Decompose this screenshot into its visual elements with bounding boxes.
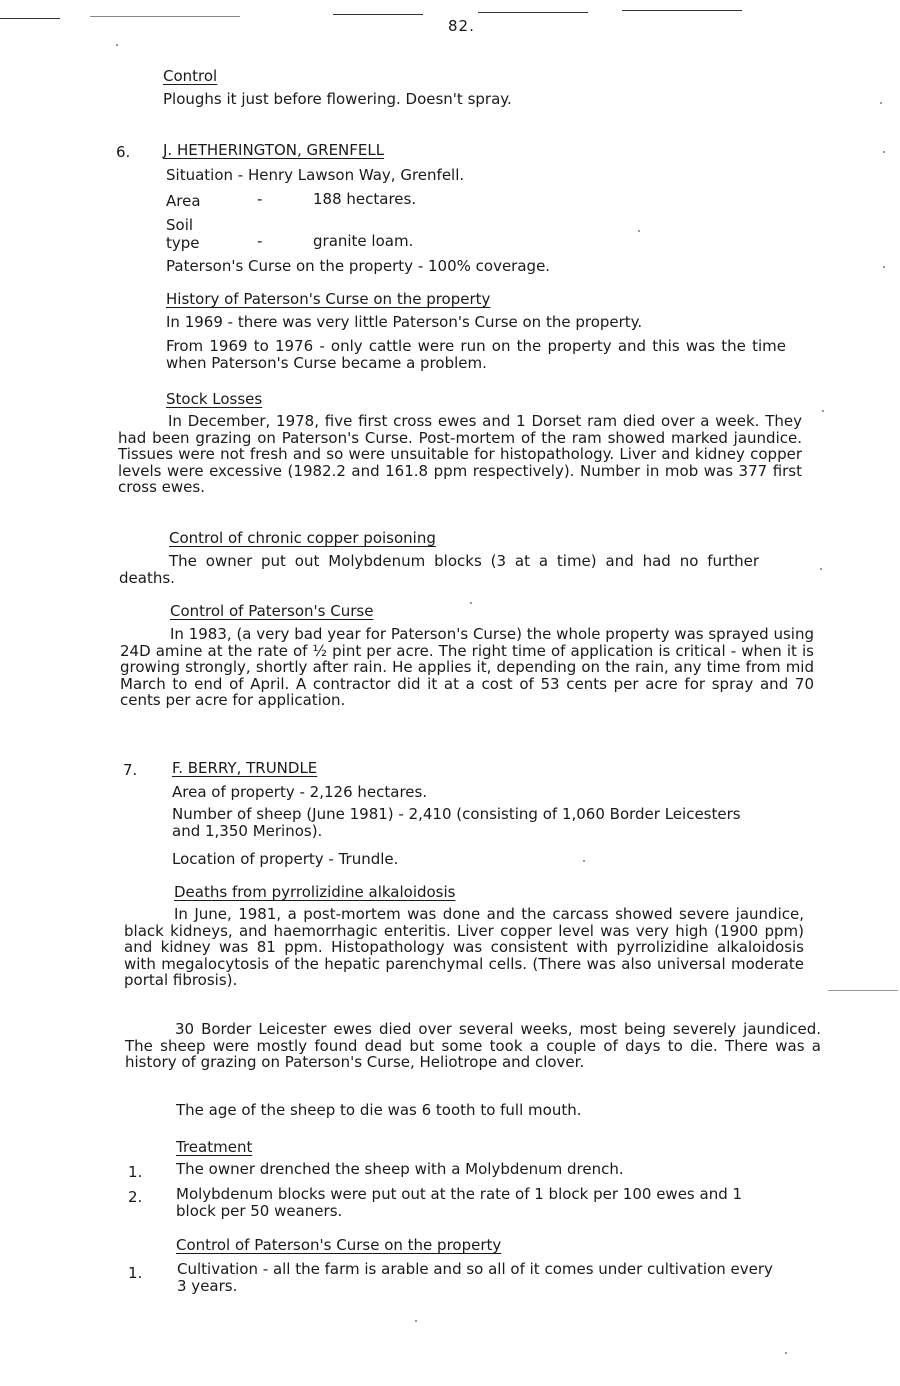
scan-speck [880,102,882,104]
location-line: Location of property - Trundle. [172,850,399,868]
soil-label: Soil [166,216,194,234]
section-heading-stock-losses: Stock Losses [166,390,263,408]
scan-rule [622,10,742,11]
scan-rule [333,14,423,15]
list-item: Cultivation - all the farm is arable and so all of it comes under cultivation every 3 years. [177,1260,773,1295]
scan-rule [478,12,588,13]
scan-rule [0,18,60,19]
coverage-line: Paterson's Curse on the property - 100% coverage. [166,257,551,275]
area-dash: - [257,190,263,208]
deaths-paragraph: In June, 1981, a post-mortem was done and the carcass showed severe jaundice, black kidneys, and haemorrhagic enteritis. Liver copper level was very high (1900 ppm) and kidney was 81 ppm. Histopathology was consistent with pyrrolizidine alkaloidosis with megalocytosis of the hepatic parenchymal cells. (There was also universal moderate portal fibrosis). [124,905,804,989]
item-title: J. HETHERINGTON, GRENFELL [163,141,385,159]
item-number: 6. [116,143,131,161]
soil-label: type [166,234,200,252]
history-paragraph: From 1969 to 1976 - only cattle were run on the property and this was the time when Paterson's Curse became a problem. [166,337,786,372]
list-item: Molybdenum blocks were put out at the rate of 1 block per 100 ewes and 1 block per 50 weaners. [176,1185,743,1220]
situation-line: Situation - Henry Lawson Way, Grenfell. [166,166,465,184]
age-line: The age of the sheep to die was 6 tooth to full mouth. [176,1101,582,1119]
page-number: 82. [448,17,475,35]
deaths-paragraph: 30 Border Leicester ewes died over several weeks, most being severely jaundiced. The sheep were mostly found dead but some took a couple of days to die. There was a history of grazing on Paterson's Curse, Heliotrope and clover. [125,1020,821,1071]
scan-speck [883,151,885,153]
area-value: 188 hectares. [313,190,417,208]
section-heading-treatment: Treatment [176,1138,253,1156]
section-heading-copper: Control of chronic copper poisoning [169,529,436,547]
scan-speck [883,266,885,268]
scan-speck [116,44,118,46]
scan-speck [820,568,822,570]
list-number: 1. [128,1163,143,1181]
soil-dash: - [257,232,263,250]
list-number: 2. [128,1188,143,1206]
scan-speck [638,230,640,232]
scan-speck [415,1320,417,1322]
scan-speck [785,1352,787,1354]
list-item: The owner drenched the sheep with a Molybdenum drench. [176,1160,624,1178]
scan-rule [90,16,240,17]
list-number: 1. [128,1264,143,1282]
area-label: Area [166,192,201,210]
section-heading-history: History of Paterson's Curse on the property [166,290,491,308]
stock-losses-paragraph: In December, 1978, five first cross ewes and 1 Dorset ram died over a week. They had been grazing on Paterson's Curse. Post-mortem of the ram showed marked jaundice. Tissues were not fresh and so were unsuitable for histopathology. Liver and kidney copper levels were excessive (1982.2 and 161.8 ppm respectively). Number in mob was 377 first cross ewes. [118,412,802,496]
scan-speck [822,410,824,412]
section-heading-paterson-control: Control of Paterson's Curse [170,602,374,620]
history-line: In 1969 - there was very little Paterson's Curse on the property. [166,313,643,331]
copper-paragraph: The owner put out Molybdenum blocks (3 at a time) and had no further deaths. [119,552,759,587]
section-heading-deaths: Deaths from pyrrolizidine alkaloidosis [174,883,456,901]
item-title: F. BERRY, TRUNDLE [172,759,318,777]
paterson-control-paragraph: In 1983, (a very bad year for Paterson's Curse) the whole property was sprayed using 24D amine at the rate of ½ pint per acre. The right time of application is critical - when it is growing strongly, shortly after rain. He applies it, depending on the rain, any time from mid March to end of April. A contractor did it at a cost of 53 cents per acre for spray and 70 cents per acre for application. [120,625,814,709]
sheep-count: Number of sheep (June 1981) - 2,410 (consisting of 1,060 Border Leicesters and 1,350 Merinos). [172,805,741,840]
scan-speck [583,860,585,862]
item-number: 7. [123,761,138,779]
scan-speck [470,602,472,604]
control-text: Ploughs it just before flowering. Doesn't spray. [163,90,512,108]
section-heading-property-control: Control of Paterson's Curse on the property [176,1236,502,1254]
scan-rule [828,990,898,991]
soil-value: granite loam. [313,232,414,250]
section-heading-control: Control [163,67,218,85]
area-line: Area of property - 2,126 hectares. [172,783,428,801]
